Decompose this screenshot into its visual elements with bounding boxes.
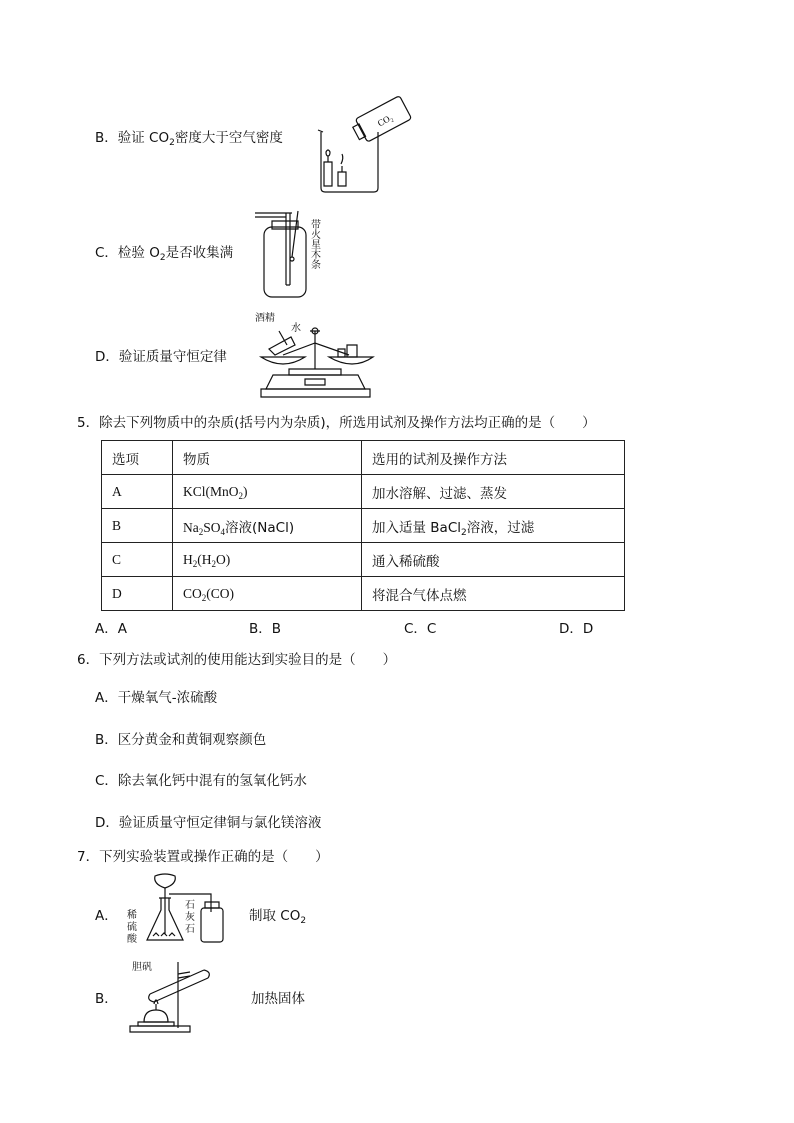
row-option: C — [102, 543, 173, 577]
chalcanthite-label: 胆矾 — [132, 962, 152, 973]
q5-choice-b[interactable]: B．B — [249, 621, 282, 637]
q6-choice-d[interactable]: D．验证质量守恒定律铜与氯化镁溶液 — [95, 815, 322, 831]
row-method: 将混合气体点燃 — [362, 577, 625, 611]
header-method: 选用的试剂及操作方法 — [362, 441, 625, 475]
header-option: 选项 — [102, 441, 173, 475]
q6-choice-a[interactable]: A．干燥氧气-浓硫酸 — [95, 690, 218, 706]
q4-option-d: D．验证质量守恒定律 — [95, 349, 227, 365]
header-substance: 物质 — [173, 441, 362, 475]
label-ash: 灰 — [185, 912, 195, 923]
row-substance: KCl(MnO$_2$) — [173, 475, 362, 509]
row-method: 加水溶解、过滤、蒸发 — [362, 475, 625, 509]
q7-choice-b-caption: 加热固体 — [251, 991, 305, 1007]
q7-choice-b-letter[interactable]: B． — [95, 991, 118, 1007]
row-method: 通入稀硫酸 — [362, 543, 625, 577]
row-option: A — [102, 475, 173, 509]
balance-figure — [253, 309, 378, 401]
co2-apparatus-figure — [125, 872, 230, 947]
label-sulfuric: 硫 — [127, 922, 137, 933]
co2-density-figure — [318, 100, 418, 195]
q5-stem: 5．除去下列物质中的杂质(括号内为杂质)，所选用试剂及操作方法均正确的是（ ） — [77, 415, 596, 431]
row-substance: $H_2(H_2O)$ — [173, 543, 362, 577]
co2-label: CO₂ — [375, 112, 395, 129]
label-stone: 石 — [185, 924, 195, 935]
heating-solid-figure — [128, 958, 223, 1036]
label-dilute: 稀 — [127, 910, 137, 921]
table-header-row — [102, 441, 625, 475]
q4-option-c: C．检验 $O_2$是否收集满 — [95, 245, 234, 263]
q6-choice-c[interactable]: C．除去氧化钙中混有的氢氧化钙水 — [95, 773, 307, 789]
o2-collection-figure — [252, 205, 342, 300]
q5-choice-d[interactable]: D．D — [559, 621, 594, 637]
table-row — [102, 543, 625, 577]
q6-choice-b[interactable]: B．区分黄金和黄铜观察颜色 — [95, 732, 267, 748]
q7-stem: 7．下列实验装置或操作正确的是（ ） — [77, 849, 329, 865]
table-row — [102, 475, 625, 509]
q6-stem: 6．下列方法或试剂的使用能达到实验目的是（ ） — [77, 652, 397, 668]
row-option: D — [102, 577, 173, 611]
label-acid: 酸 — [127, 934, 137, 945]
q7-choice-a-caption: 制取 $CO_2$ — [249, 908, 307, 926]
alcohol-label: 酒精 — [255, 313, 275, 324]
row-option: B — [102, 509, 173, 543]
label-lime: 石 — [185, 900, 195, 911]
water-label: 水 — [291, 323, 301, 334]
row-substance: $Na_2SO_4$溶液(NaCl) — [173, 509, 362, 543]
q7-choice-a-letter[interactable]: A． — [95, 908, 118, 924]
q4-option-b: B．验证 $CO_2$密度大于空气密度 — [95, 130, 283, 148]
splint-label: 带火星木条 — [308, 219, 320, 269]
q5-choice-c[interactable]: C．C — [404, 621, 437, 637]
q5-table — [101, 440, 625, 611]
row-method: 加入适量 BaCl$_2$溶液，过滤 — [362, 509, 625, 543]
table-row — [102, 509, 625, 543]
row-substance: $CO_2(CO)$ — [173, 577, 362, 611]
table-row — [102, 577, 625, 611]
q5-choice-a[interactable]: A．A — [95, 621, 127, 637]
